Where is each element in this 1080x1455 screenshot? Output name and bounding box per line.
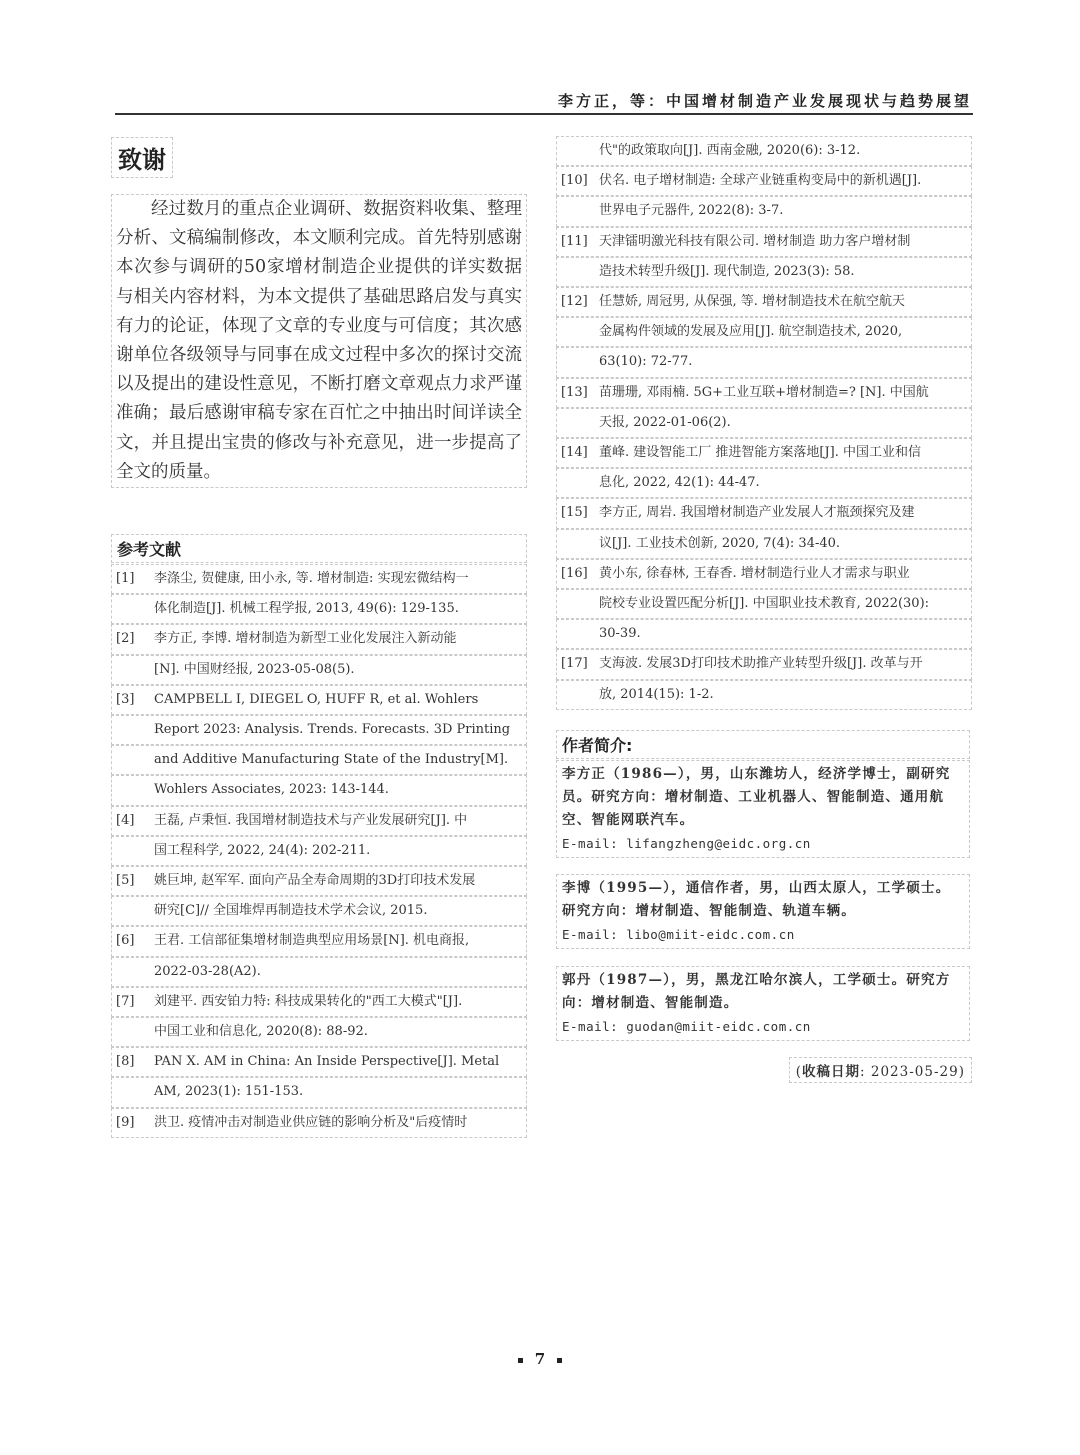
reference-line bbox=[111, 1017, 527, 1047]
reference-number: [7] bbox=[116, 993, 135, 1009]
author-email[interactable]: E-mail: lifangzheng@eidc.org.cn bbox=[562, 836, 811, 851]
author-bio: 李方正（1986—），男，山东潍坊人，经济学博士，副研究员。研究方向：增材制造、工业机器人、智能制造、通用航空、智能网联汽车。 bbox=[562, 766, 951, 828]
received-date-value: 2023-05-29 bbox=[870, 1064, 959, 1080]
reference-text: 天报, 2022-01-06(2). bbox=[599, 414, 731, 430]
reference-line bbox=[556, 378, 972, 408]
reference-number bbox=[112, 595, 154, 623]
reference-text: 刘建平. 西安铂力特: 科技成果转化的"西工大模式"[J]. bbox=[154, 993, 463, 1009]
reference-text: 议[J]. 工业技术创新, 2020, 7(4): 34-40. bbox=[599, 535, 841, 551]
reference-line bbox=[111, 987, 527, 1017]
reference-line bbox=[111, 564, 527, 594]
reference-number bbox=[557, 318, 599, 346]
reference-number: [11] bbox=[561, 233, 588, 249]
reference-text: 中国工业和信息化, 2020(8): 88-92. bbox=[154, 1024, 368, 1040]
reference-list-left bbox=[111, 564, 527, 1138]
reference-line bbox=[556, 559, 972, 589]
reference-number bbox=[557, 258, 599, 286]
reference-text: Wohlers Associates, 2023: 143-144. bbox=[154, 782, 389, 798]
reference-line bbox=[111, 1108, 527, 1138]
author-bio: 郭丹（1987—），男，黑龙江哈尔滨人，工学硕士。研究方向：增材制造、智能制造。 bbox=[562, 972, 951, 1011]
reference-line bbox=[111, 745, 527, 775]
reference-line bbox=[556, 317, 972, 347]
reference-number: [12] bbox=[561, 294, 588, 310]
author-profile bbox=[556, 874, 970, 949]
reference-text: 金属构件领域的发展及应用[J]. 航空制造技术, 2020, bbox=[599, 324, 903, 340]
reference-line bbox=[556, 166, 972, 196]
reference-line bbox=[556, 227, 972, 257]
reference-number bbox=[557, 681, 599, 709]
reference-number: [6] bbox=[116, 933, 135, 949]
reference-number: [15] bbox=[561, 505, 588, 521]
running-header: 李方正，等：中国增材制造产业发展现状与趋势展望 bbox=[557, 92, 972, 110]
author-section-title: 作者简介: bbox=[556, 730, 970, 759]
reference-text: AM, 2023(1): 151-153. bbox=[154, 1084, 304, 1100]
reference-number: [13] bbox=[561, 384, 588, 400]
reference-text: and Additive Manufacturing State of the Industry[M]. bbox=[154, 752, 509, 768]
reference-number: [16] bbox=[561, 565, 588, 581]
reference-text: 李涤尘, 贺健康, 田小永, 等. 增材制造: 实现宏微结构一 bbox=[154, 571, 469, 586]
author-profile bbox=[556, 966, 970, 1041]
reference-number: [1] bbox=[116, 571, 135, 586]
reference-text: 王磊, 卢秉恒. 我国增材制造技术与产业发展研究[J]. 中 bbox=[154, 812, 468, 828]
reference-text: CAMPBELL I, DIEGEL O, HUFF R, et al. Wohlers bbox=[154, 691, 479, 707]
author-email[interactable]: E-mail: libo@miit-eidc.com.cn bbox=[562, 927, 795, 942]
reference-line bbox=[556, 287, 972, 317]
reference-line bbox=[556, 438, 972, 468]
reference-number bbox=[557, 137, 599, 165]
author-profile bbox=[556, 760, 970, 858]
reference-number bbox=[557, 197, 599, 225]
reference-text: 苗珊珊, 邓雨楠. 5G+工业互联+增材制造=? [N]. 中国航 bbox=[599, 384, 929, 400]
reference-line bbox=[111, 1077, 527, 1107]
reference-number bbox=[112, 837, 154, 865]
reference-text: 支海波. 发展3D打印技术助推产业转型升级[J]. 改革与开 bbox=[599, 656, 923, 672]
reference-number: [9] bbox=[116, 1114, 135, 1130]
reference-line bbox=[111, 957, 527, 987]
reference-text: 任慧娇, 周冠男, 从保强, 等. 增材制造技术在航空航天 bbox=[599, 294, 906, 310]
reference-number bbox=[112, 746, 154, 774]
reference-line bbox=[556, 257, 972, 287]
reference-text: 天津镭明激光科技有限公司. 增材制造 助力客户增材制 bbox=[599, 233, 911, 249]
reference-line bbox=[111, 836, 527, 866]
reference-number bbox=[557, 590, 599, 618]
reference-text: Report 2023: Analysis. Trends. Forecasts. 3D Printing bbox=[154, 722, 511, 738]
reference-text: 息化, 2022, 42(1): 44-47. bbox=[599, 475, 760, 491]
reference-line bbox=[111, 806, 527, 836]
reference-text: 王君. 工信部征集增材制造典型应用场景[N]. 机电商报, bbox=[154, 933, 470, 949]
acknowledgement-body: 经过数月的重点企业调研、数据资料收集、整理分析、文稿编制修改，本文顺利完成。首先特别感谢本次参与调研的50家增材制造企业提供的详实数据与相关内容材料，为本文提供了基础思路启发与真实有力的论证，体现了文章的专业度与可信度；其次感谢单位各级领导与同事在成文过程中多次的探讨交流以及提出的建设性意见，不断打磨文章观点力求严谨准确；最后感谢审稿专家在百忙之中抽出时间详读全文，并且提出宝贵的修改与补充意见，进一步提高了全文的质量。 bbox=[111, 194, 527, 488]
reference-list-right bbox=[556, 136, 972, 710]
received-date: (收稿日期: 2023-05-29) bbox=[789, 1057, 972, 1083]
page-number bbox=[0, 1350, 1080, 1368]
reference-line bbox=[556, 196, 972, 226]
reference-text: 研究[C]// 全国堆焊再制造技术学术会议, 2015. bbox=[154, 903, 428, 919]
reference-number bbox=[112, 716, 154, 744]
received-label: 收稿日期 bbox=[802, 1064, 861, 1080]
reference-number: [5] bbox=[116, 873, 135, 889]
header-rule bbox=[115, 113, 973, 115]
reference-text: 伏名. 电子增材制造: 全球产业链重构变局中的新机遇[J]. bbox=[599, 173, 922, 189]
reference-number: [2] bbox=[116, 631, 135, 647]
reference-line bbox=[111, 624, 527, 654]
reference-text: 洪卫. 疫情冲击对制造业供应链的影响分析及"后疫情时 bbox=[154, 1114, 468, 1130]
reference-number bbox=[112, 1078, 154, 1106]
reference-line bbox=[556, 529, 972, 559]
reference-number bbox=[557, 409, 599, 437]
reference-text: 李方正, 周岩. 我国增材制造产业发展人才瓶颈探究及建 bbox=[599, 505, 915, 521]
reference-number: [3] bbox=[116, 691, 135, 707]
reference-text: 63(10): 72-77. bbox=[599, 354, 693, 370]
page-marker-right bbox=[557, 1358, 562, 1363]
reference-text: 30-39. bbox=[599, 626, 641, 642]
reference-number: [8] bbox=[116, 1054, 135, 1070]
reference-line bbox=[111, 655, 527, 685]
reference-line bbox=[556, 649, 972, 679]
author-email[interactable]: E-mail: guodan@miit-eidc.com.cn bbox=[562, 1019, 811, 1034]
reference-number bbox=[112, 776, 154, 804]
reference-number bbox=[112, 1018, 154, 1046]
reference-text: 黄小东, 徐春林, 王春香. 增材制造行业人才需求与职业 bbox=[599, 565, 910, 581]
reference-line bbox=[111, 685, 527, 715]
references-title: 参考文献 bbox=[111, 534, 527, 563]
reference-line bbox=[556, 408, 972, 438]
reference-text: 姚巨坤, 赵军军. 面向产品全寿命周期的3D打印技术发展 bbox=[154, 873, 476, 889]
reference-line bbox=[111, 896, 527, 926]
reference-text: [N]. 中国财经报, 2023-05-08(5). bbox=[154, 661, 355, 677]
reference-text: 院校专业设置匹配分析[J]. 中国职业技术教育, 2022(30): bbox=[599, 596, 930, 612]
reference-line bbox=[556, 680, 972, 710]
reference-text: PAN X. AM in China: An Inside Perspective[J]. Metal bbox=[154, 1054, 500, 1070]
reference-line bbox=[556, 619, 972, 649]
reference-line bbox=[556, 347, 972, 377]
acknowledgement-title: 致谢 bbox=[111, 137, 173, 178]
reference-number: [4] bbox=[116, 812, 135, 828]
reference-number bbox=[112, 897, 154, 925]
reference-number bbox=[557, 620, 599, 648]
reference-line bbox=[111, 594, 527, 624]
reference-line bbox=[556, 589, 972, 619]
reference-line bbox=[111, 775, 527, 805]
reference-line bbox=[111, 866, 527, 896]
reference-line bbox=[556, 468, 972, 498]
reference-text: 董峰. 建设智能工厂 推进智能方案落地[J]. 中国工业和信 bbox=[599, 445, 922, 461]
reference-number bbox=[557, 348, 599, 376]
reference-text: 2022-03-28(A2). bbox=[154, 963, 261, 979]
reference-text: 放, 2014(15): 1-2. bbox=[599, 686, 714, 702]
reference-text: 代"的政策取向[J]. 西南金融, 2020(6): 3-12. bbox=[599, 143, 861, 158]
page-marker-left bbox=[518, 1358, 523, 1363]
author-bio: 李博（1995—），通信作者，男，山西太原人，工学硕士。研究方向：增材制造、智能制造、轨道车辆。 bbox=[562, 880, 951, 919]
reference-number bbox=[557, 530, 599, 558]
reference-text: 体化制造[J]. 机械工程学报, 2013, 49(6): 129-135. bbox=[154, 601, 459, 617]
reference-text: 造技术转型升级[J]. 现代制造, 2023(3): 58. bbox=[599, 263, 855, 279]
reference-number: [10] bbox=[561, 173, 588, 189]
reference-text: 国工程科学, 2022, 24(4): 202-211. bbox=[154, 842, 371, 858]
reference-number: [17] bbox=[561, 656, 588, 672]
reference-line bbox=[111, 926, 527, 956]
reference-line bbox=[556, 136, 972, 166]
reference-text: 世界电子元器件, 2022(8): 3-7. bbox=[599, 203, 784, 219]
reference-line bbox=[111, 715, 527, 745]
reference-number bbox=[112, 656, 154, 684]
reference-number bbox=[557, 469, 599, 497]
reference-line bbox=[556, 498, 972, 528]
reference-number bbox=[112, 958, 154, 986]
reference-text: 李方正, 李博. 增材制造为新型工业化发展注入新动能 bbox=[154, 631, 457, 647]
page-number-value: 7 bbox=[534, 1350, 546, 1368]
reference-line bbox=[111, 1047, 527, 1077]
reference-number: [14] bbox=[561, 445, 588, 461]
